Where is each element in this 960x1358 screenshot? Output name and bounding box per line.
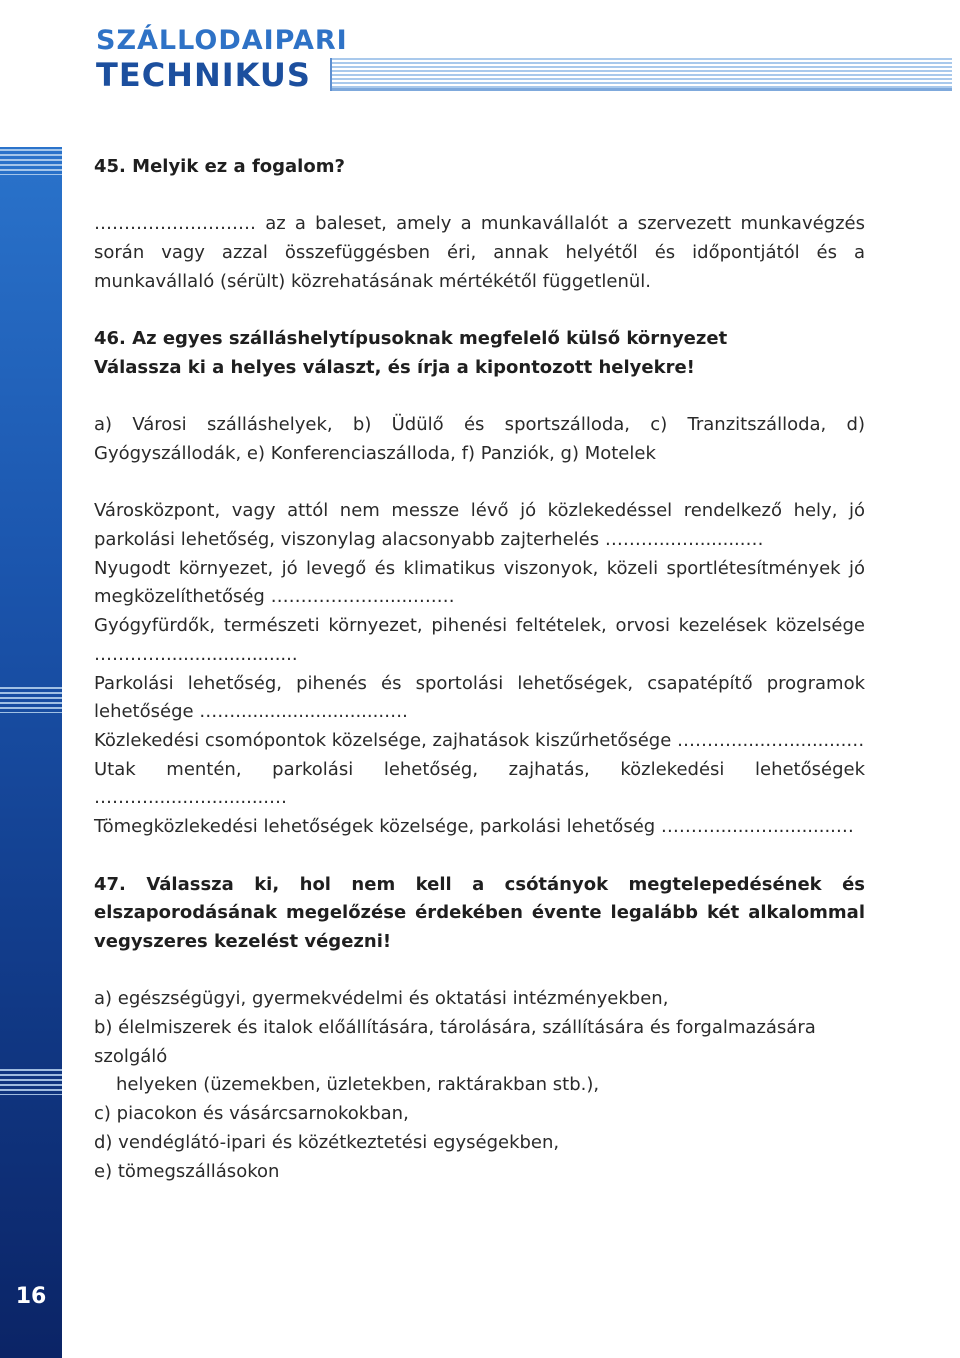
question-47-option: e) tömegszállásokon bbox=[94, 1160, 280, 1182]
question-46-item: Közlekedési csomópontok közelsége, zajhatások kiszűrhetősége ……….......…..........… bbox=[94, 730, 865, 751]
left-sidebar-band bbox=[0, 147, 62, 1358]
question-47-option: c) piacokon és vásárcsarnokokban, bbox=[94, 1103, 409, 1125]
question-46-item: Parkolási lehetőség, pihenés és sportolási lehetőségek, csapatépítő programok lehetősége ……..........................…. bbox=[94, 672, 865, 723]
question-46-item: Gyógyfürdők, természeti környezet, pihenési feltételek, orvosi kezelések közelsége …………....................... bbox=[94, 615, 865, 665]
question-46-item: Nyugodt környezet, jó levegő és klimatikus viszonyok, közeli sportlétesítmények jó megközelíthetőség ………………......….… bbox=[94, 557, 865, 608]
logo-line-1: SZÁLLODAIPARI bbox=[96, 25, 348, 56]
logo-line-2: TECHNIKUS bbox=[96, 56, 311, 94]
sidebar-stripe-middle bbox=[0, 687, 62, 713]
question-45-text: ……………………… az a baleset, amely a munkavállalót a szervezett munkavégzés során vagy azzal összefüggésben éri, annak helyétől és időpontjától és a munkavállaló (sérült) közrehatásának mértékétől függetlenül. bbox=[94, 213, 865, 292]
question-47-option: a) egészségügyi, gyermekvédelmi és oktatási intézményekben, bbox=[94, 988, 669, 1010]
page-content bbox=[94, 153, 865, 1186]
header-decoration-band bbox=[330, 58, 952, 91]
sidebar-stripe-top bbox=[0, 149, 62, 175]
question-46-item: Tömegközlekedési lehetőségek közelsége, parkolási lehetőség ……….......…...........… bbox=[94, 816, 854, 838]
question-46-item: Utak mentén, parkolási lehetőség, zajhatás, közlekedési lehetőségek ……….......…...........… bbox=[94, 758, 865, 809]
question-46-instruction: Válassza ki a helyes választ, és írja a kipontozott helyekre! bbox=[94, 356, 695, 378]
question-47-title: 47. Válassza ki, hol nem kell a csótányok megtelepedésének és elszaporodásának megelőzése érdekében évente legalább két alkalommal vegyszeres kezelést végezni! bbox=[94, 873, 865, 952]
page-number: 16 bbox=[15, 1284, 47, 1309]
question-46-options: a) Városi szálláshelyek, b) Üdülő és sportszálloda, c) Tranzitszálloda, d) Gyógyszállodák, e) Konferenciaszálloda, f) Panziók, g) Motelek bbox=[94, 414, 865, 464]
question-46-title: 46. Az egyes szálláshelytípusoknak megfelelő külső környezet bbox=[94, 328, 728, 350]
question-47-option-continued: helyeken (üzemekben, üzletekben, raktárakban stb.), bbox=[116, 1074, 600, 1096]
publication-logo bbox=[96, 24, 348, 94]
sidebar-stripe-bottom bbox=[0, 1069, 62, 1095]
question-46-item: Városközpont, vagy attól nem messze lévő jó közlekedéssel rendelkező hely, jó parkolási lehetőség, viszonylag alacsonyabb zajterhelés ………...….........… bbox=[94, 500, 865, 551]
question-45-title: 45. Melyik ez a fogalom? bbox=[94, 156, 345, 177]
question-47-option: d) vendéglátó-ipari és közétkeztetési egységekben, bbox=[94, 1131, 560, 1153]
question-47-option: b) élelmiszerek és italok előállítására, tárolására, szállítására és forgalmazására szolgáló bbox=[94, 1017, 816, 1067]
